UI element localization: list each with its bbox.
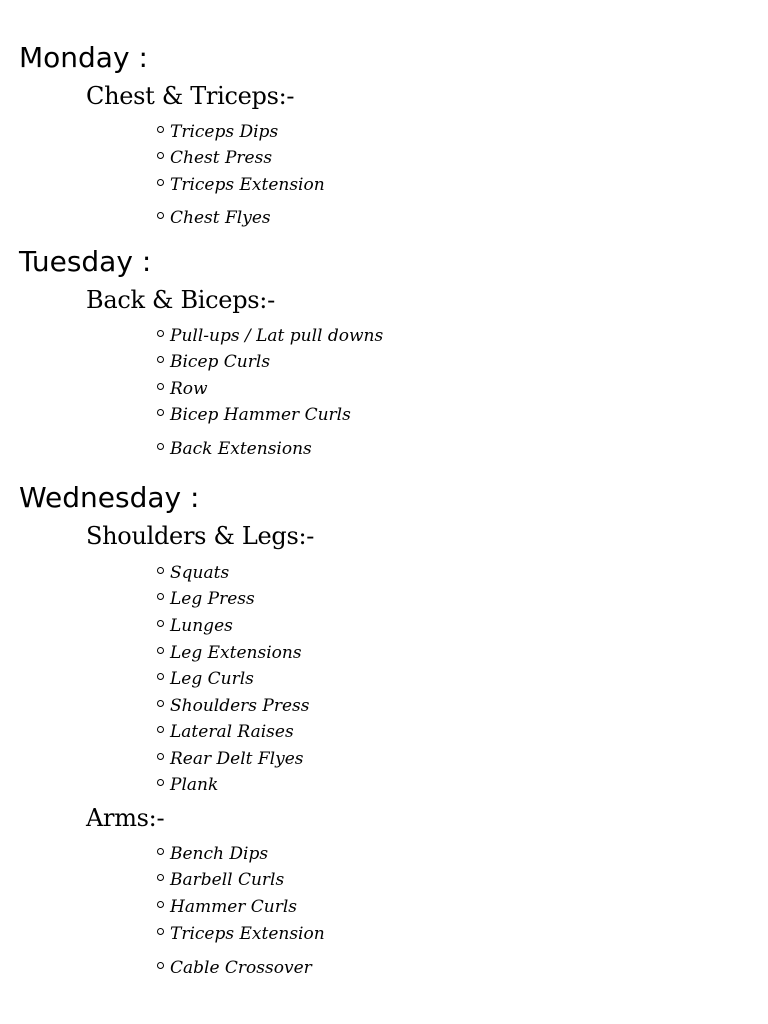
circle-bullet-icon [157, 673, 164, 680]
list-item [157, 957, 312, 979]
list-item-label: Plank [170, 775, 219, 795]
list-item-label: Leg Extensions [170, 643, 302, 663]
list-item [157, 588, 255, 610]
day-heading-monday: Monday : [19, 41, 148, 74]
list-item [157, 869, 284, 891]
circle-bullet-icon [157, 620, 164, 627]
list-item-label: Cable Crossover [170, 958, 312, 978]
list-item [157, 896, 297, 918]
list-item-label: Rear Delt Flyes [170, 749, 304, 769]
circle-bullet-icon [157, 179, 164, 186]
circle-bullet-icon [157, 647, 164, 654]
list-item-label: Shoulders Press [170, 696, 310, 716]
list-item-label: Triceps Extension [170, 175, 325, 195]
circle-bullet-icon [157, 567, 164, 574]
circle-bullet-icon [157, 152, 164, 159]
list-item [157, 695, 310, 717]
list-item [157, 668, 254, 690]
list-item [157, 562, 229, 584]
group-title-shoulders-legs: Shoulders & Legs:- [86, 522, 315, 550]
circle-bullet-icon [157, 874, 164, 881]
list-item [157, 923, 325, 945]
list-item-label: Bench Dips [170, 844, 269, 864]
circle-bullet-icon [157, 700, 164, 707]
day-heading-wednesday: Wednesday : [19, 481, 200, 514]
list-item-label: Leg Curls [170, 669, 254, 689]
list-item [157, 843, 268, 865]
list-item [157, 174, 325, 196]
list-item-label: Bicep Hammer Curls [170, 405, 351, 425]
circle-bullet-icon [157, 726, 164, 733]
list-item-label: Squats [170, 563, 230, 583]
list-item [157, 774, 218, 796]
list-item-label: Lateral Raises [170, 722, 294, 742]
list-item [157, 378, 208, 400]
list-item [157, 404, 351, 426]
list-item-label: Hammer Curls [170, 897, 298, 917]
circle-bullet-icon [157, 593, 164, 600]
list-item [157, 147, 272, 169]
list-item [157, 642, 302, 664]
circle-bullet-icon [157, 330, 164, 337]
list-item [157, 748, 304, 770]
circle-bullet-icon [157, 356, 164, 363]
list-item-label: Triceps Dips [170, 122, 279, 142]
circle-bullet-icon [157, 212, 164, 219]
circle-bullet-icon [157, 409, 164, 416]
circle-bullet-icon [157, 962, 164, 969]
list-item [157, 721, 294, 743]
list-item-label: Back Extensions [170, 439, 312, 459]
circle-bullet-icon [157, 848, 164, 855]
list-item [157, 615, 233, 637]
circle-bullet-icon [157, 928, 164, 935]
circle-bullet-icon [157, 753, 164, 760]
list-item-label: Barbell Curls [170, 870, 285, 890]
circle-bullet-icon [157, 901, 164, 908]
circle-bullet-icon [157, 779, 164, 786]
list-item [157, 207, 271, 229]
list-item [157, 351, 270, 373]
list-item-label: Lunges [170, 616, 233, 636]
circle-bullet-icon [157, 126, 164, 133]
circle-bullet-icon [157, 443, 164, 450]
group-title-arms: Arms:- [86, 804, 165, 832]
list-item-label: Chest Flyes [170, 208, 271, 228]
day-heading-tuesday: Tuesday : [19, 245, 152, 278]
list-item-label: Row [170, 379, 208, 399]
list-item [157, 438, 312, 460]
list-item-label: Bicep Curls [170, 352, 271, 372]
circle-bullet-icon [157, 383, 164, 390]
group-title-chest-triceps: Chest & Triceps:- [86, 82, 295, 110]
list-item-label: Pull-ups / Lat pull downs [170, 326, 384, 346]
list-item [157, 325, 383, 347]
list-item-label: Leg Press [170, 589, 255, 609]
group-title-back-biceps: Back & Biceps:- [86, 286, 275, 314]
list-item [157, 121, 278, 143]
list-item-label: Chest Press [170, 148, 273, 168]
list-item-label: Triceps Extension [170, 924, 325, 944]
